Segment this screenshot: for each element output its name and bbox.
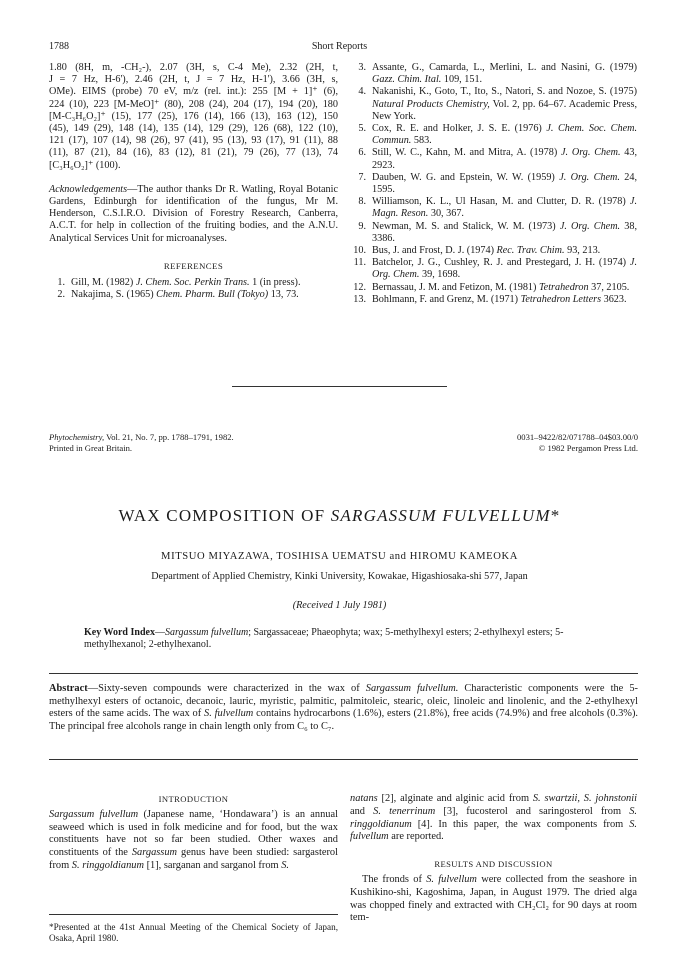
reference-journal: Tetrahedron Letters — [520, 293, 602, 305]
reference-item — [350, 172, 637, 196]
data-line: 1.80 (8H, m, -CH₂-), 2.07 (3H, s, C-4 Me), 2.32 (2H, t, — [49, 62, 338, 73]
reference-number: 10. — [353, 245, 366, 257]
reference-number: 9. — [358, 220, 366, 232]
reference-text — [372, 147, 637, 171]
running-title: Short Reports — [311, 41, 368, 52]
reference-text — [372, 123, 637, 147]
reference-journal: Chem. Pharm. Bull (Tokyo) — [156, 289, 269, 301]
reference-authors: Bernassau, J. M. and Fetizon, M. (1981) — [372, 281, 539, 293]
reference-item — [350, 282, 637, 294]
reference-volume: 39, 1698. — [419, 269, 461, 281]
prev-right-column — [350, 62, 637, 306]
authors: MITSUO MIYAZAWA, TOSIHISA UEMATSU and HIROMU KAMEOKA — [161, 551, 518, 562]
reference-journal: J. Chem. Soc. Chem. Commun. — [372, 123, 637, 147]
keywords-label: Key Word Index — [84, 627, 155, 638]
reference-authors: Williamson, K. L., Ul Hasan, M. and Clutter, D. R. (1978) — [372, 196, 630, 208]
reference-item — [350, 257, 637, 281]
reference-journal: J. Chem. Soc. Perkin Trans. — [135, 277, 250, 289]
section-divider — [232, 386, 447, 387]
reference-number: 6. — [358, 147, 366, 159]
reference-journal: J. Org. Chem. — [372, 257, 637, 281]
reference-text — [372, 172, 637, 196]
data-line: 224 (10), 223 [M-MeO]⁺ (80), 208 (24), 204 (17), 194 (20), 180 — [49, 98, 338, 110]
reference-journal: Natural Products Chemistry, — [372, 98, 490, 110]
reference-item — [350, 294, 637, 306]
reference-authors: Cox, R. E. and Holker, J. S. E. (1976) — [372, 123, 547, 135]
reference-text — [372, 221, 637, 245]
reference-journal: Gazz. Chim. Ital. — [372, 74, 442, 86]
reference-authors: Bohlmann, F. and Grenz, M. (1971) — [372, 293, 521, 305]
page-number: 1788 — [49, 41, 69, 52]
reference-text — [71, 277, 338, 289]
prev-left-column — [49, 62, 338, 301]
reference-item — [350, 62, 637, 86]
reference-volume: 38, 3386. — [372, 220, 638, 244]
introduction-column — [49, 793, 338, 873]
reference-number: 1. — [57, 277, 65, 289]
references-list-left — [49, 277, 338, 301]
article-code: 0031–9422/82/071788–04$03.00/0 — [516, 432, 638, 442]
reference-text — [372, 196, 637, 220]
reference-volume: 43, 2923. — [372, 147, 638, 171]
reference-authors: Batchelor, J. G., Cushley, R. J. and Prestegard, J. H. (1974) — [372, 257, 630, 269]
results-heading: RESULTS AND DISCUSSION — [434, 859, 553, 870]
data-line: OMe). EIMS (probe) 70 eV, m/z (rel. int.): 255 [M + 1]⁺ (6), — [49, 86, 338, 98]
reference-item — [350, 196, 637, 220]
reference-text — [372, 62, 637, 86]
key-word-index: Key Word Index—Sargassum fulvellum; Sargassaceae; Phaeophyta; wax; 5-methylhexyl esters; 2-ethylhexyl esters; 5-methylhexanol; 2-ethylhexanol. — [84, 627, 564, 651]
reference-authors: Nakajima, S. (1965) — [71, 289, 157, 301]
reference-volume: 24, 1595. — [372, 171, 638, 196]
reference-item — [49, 277, 338, 289]
abstract-label: Abstract — [49, 683, 88, 694]
copyright-block — [517, 432, 638, 453]
reference-volume: 1 (in press). — [249, 277, 301, 289]
journal-name: Phytochemistry, — [49, 432, 105, 442]
reference-number: 2. — [57, 289, 65, 301]
right-body-column — [350, 793, 637, 925]
reference-number: 12. — [353, 281, 366, 293]
reference-number: 8. — [358, 196, 366, 208]
reference-volume: 37, 2105. — [588, 281, 630, 293]
reference-journal: J. Org. Chem. — [559, 220, 621, 232]
data-line: [M-C₃H₆O₂]⁺ (15), 177 (25), 176 (14), 166 (13), 163 (12), 150 — [49, 110, 338, 122]
reference-number: 11. — [353, 257, 366, 269]
reference-item — [49, 289, 338, 301]
reference-authors: Dauben, W. G. and Epstein, W. W. (1959) — [372, 171, 560, 183]
data-line: 121 (17), 107 (14), 98 (26), 97 (41), 95 (13), 93 (17), 91 (11), 88 — [49, 135, 338, 147]
reference-journal: Rec. Trav. Chim. — [496, 245, 565, 257]
copyright-line: © 1982 Pergamon Press Ltd. — [538, 442, 638, 453]
data-line: (11), 87 (21), 84 (16), 83 (12), 81 (21), 79 (26), 77 (13), 74 — [49, 147, 338, 159]
received-date: (Received 1 July 1981) — [292, 600, 387, 611]
acknowledgements — [49, 184, 338, 245]
introduction-text: Sargassum fulvellum (Japanese name, ‘Hondawara’) is an annual seaweed which is used in folk medicine and for food, but the wax constituents have not so far been studied. Other waxes and constituents of the Sargassum genus have been studied: sargasterol from S. ringgoldianum [1], sarganan and sarganol from S. — [49, 808, 338, 871]
reference-number: 3. — [358, 62, 366, 73]
reference-text — [372, 86, 637, 123]
printed-in: Printed in Great Britain. — [49, 442, 133, 453]
abstract-bottom-rule — [49, 759, 638, 760]
spectral-data — [49, 62, 338, 172]
reference-authors: Nakanishi, K., Goto, T., Ito, S., Natori, S. and Nozoe, S. (1975) — [372, 86, 637, 98]
reference-volume: 13, 73. — [268, 289, 299, 301]
journal-citation — [49, 432, 234, 453]
reference-item — [350, 147, 637, 171]
reference-volume: 3623. — [601, 293, 627, 305]
results-text: The fronds of S. fulvellum were collected from the seashore in Kushikino-shi, Kagoshima, Japan, in August 1979. The dried alga was chopped finely and extracted with CH₂Cl₂ for 90 days at room tem- — [350, 873, 637, 924]
reference-volume: 93, 213. — [564, 245, 601, 257]
reference-number: 13. — [353, 293, 366, 305]
affiliation: Department of Applied Chemistry, Kinki University, Kowakae, Higashiosaka-shi 577, Japan — [151, 571, 528, 582]
reference-authors: Gill, M. (1982) — [71, 277, 136, 289]
reference-item — [350, 86, 637, 123]
introduction-continued: natans [2], alginate and alginic acid from S. swartzii, S. johnstonii and S. tenerrinum [3], fucosterol and saringosterol from S. ringgoldianum [4]. In this paper, the wax components from S. fulvellum are reported. — [350, 793, 637, 843]
reference-volume: 30, 367. — [428, 208, 464, 220]
ack-label: Acknowledgements — [49, 183, 128, 195]
reference-item — [350, 221, 637, 245]
reference-journal: J. Org. Chem. — [561, 147, 621, 159]
data-line: [C₃H₆O₂]⁺ (100). — [49, 159, 121, 171]
reference-authors: Newman, M. S. and Stalick, W. M. (1973) — [372, 220, 560, 232]
abstract: Abstract—Sixty-seven compounds were characterized in the wax of Sargassum fulvellum. Characteristic components were the 5-methylhexyl esters of octanoic, decanoic, lauric, myristic, palmitic, palmitoleic, stearic, oleic, linoleic and linolenic, and the 2-ethylhexyl esters of the same acids. The wax of S. fulvellum contains hydrocarbons (1.6%), esters (21.8%), free acids (74.9%) and free alcohols (0.3%). The principal free alcohols range in chain length only from C₆ to C₇. — [49, 683, 638, 732]
reference-number: 4. — [358, 86, 366, 98]
abstract-top-rule — [49, 673, 638, 674]
data-line: (45), 149 (29), 148 (14), 135 (14), 129 (29), 126 (68), 122 (10), — [49, 123, 338, 135]
reference-text — [372, 257, 637, 281]
footnote-rule — [49, 914, 338, 915]
reference-volume: 109, 151. — [441, 74, 483, 86]
reference-number: 7. — [358, 171, 366, 183]
footnote: *Presented at the 41st Annual Meeting of the Chemical Society of Japan, Osaka, April 1980. — [49, 922, 338, 944]
reference-journal: J. Magn. Reson. — [372, 196, 637, 220]
reference-journal: J. Org. Chem. — [559, 171, 620, 183]
reference-authors: Still, W. C., Kahn, M. and Mitra, A. (1978) — [372, 147, 561, 159]
references-list-right — [350, 62, 637, 306]
reference-number: 5. — [358, 123, 366, 135]
reference-item — [350, 245, 637, 257]
reference-text — [372, 245, 637, 257]
reference-authors: Assante, G., Camarda, L., Merlini, L. and Nasini, G. (1979) — [372, 62, 637, 73]
reference-volume: 583. — [411, 135, 432, 147]
data-line: J = 7 Hz, H-6'), 2.46 (2H, t, J = 7 Hz, H-1'), 3.66 (3H, s, — [49, 74, 338, 86]
ack-text: —The author thanks Dr R. Watling, Royal Botanic Gardens, Edinburgh for identification of the fungus, Mr M. Henderson, C.S.I.R.O. Division of Forestry Research, Canberra, A.C.T. for help in collection of the fruiting bodies, and the A.N.U. Analytical Services Unit for microanalyses. — [49, 183, 338, 244]
article-title: WAX COMPOSITION OF SARGASSUM FULVELLUM* — [118, 506, 561, 525]
references-heading: REFERENCES — [163, 260, 224, 271]
reference-text — [372, 294, 637, 306]
reference-text — [372, 282, 637, 294]
reference-journal: Tetrahedron — [538, 281, 589, 293]
reference-text — [71, 289, 338, 301]
reference-volume: Vol. 2, pp. 64–67. Academic Press, New York. — [372, 98, 637, 122]
journal-volume: Vol. 21, No. 7, pp. 1788–1791, 1982. — [104, 432, 234, 442]
introduction-heading: INTRODUCTION — [158, 794, 229, 804]
reference-item — [350, 123, 637, 147]
reference-authors: Bus, J. and Frost, D. J. (1974) — [372, 245, 497, 257]
